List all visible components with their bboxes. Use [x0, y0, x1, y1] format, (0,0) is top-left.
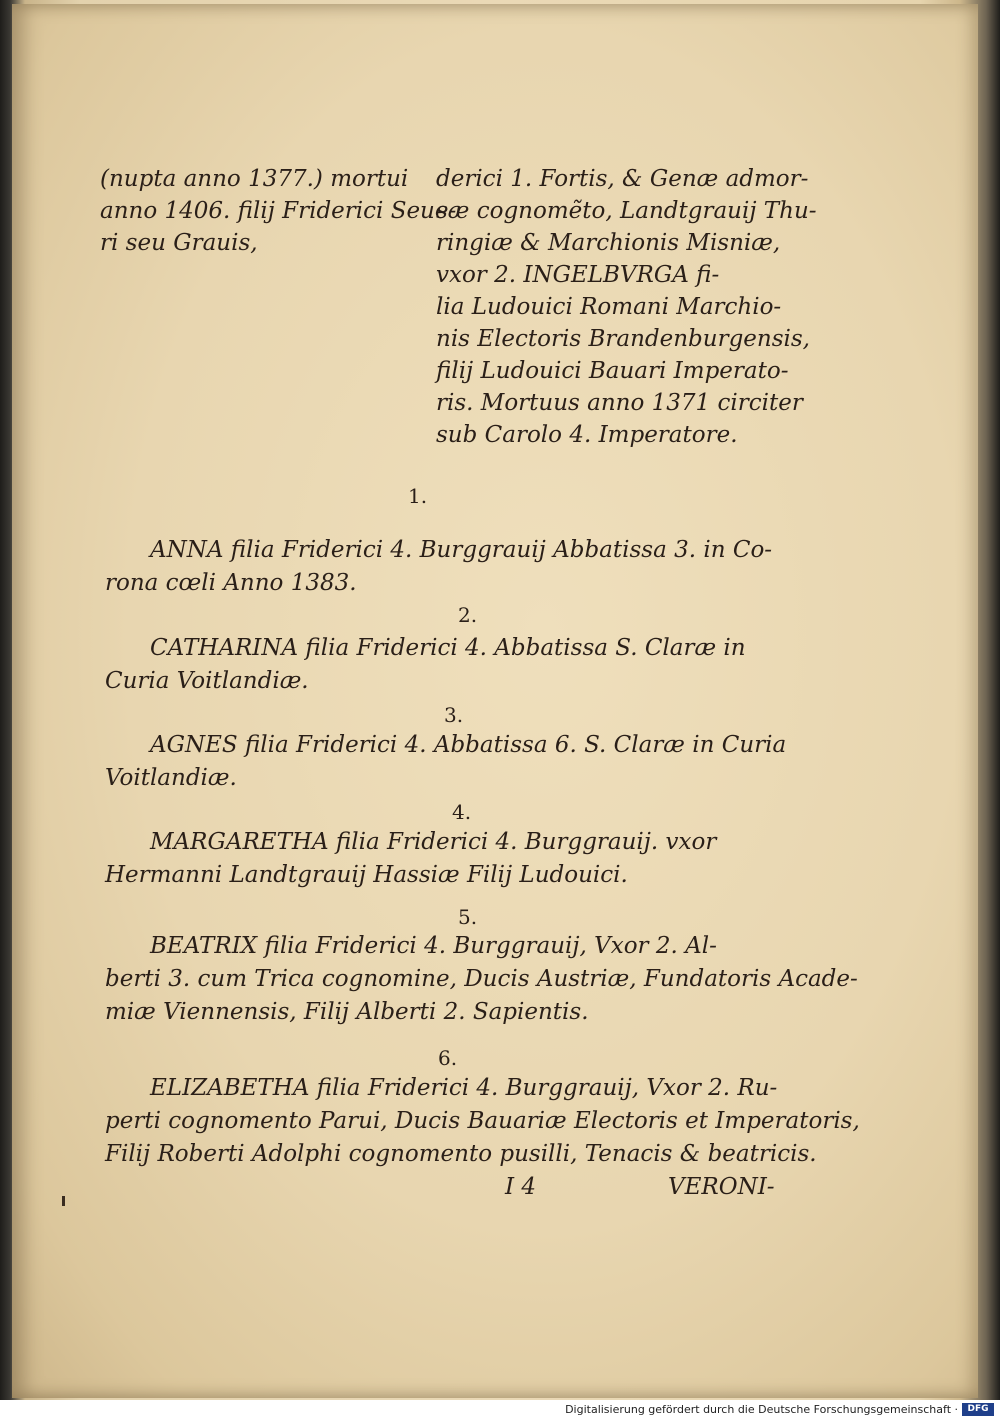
entry-elizabetha: [105, 1072, 860, 1171]
dfg-logo-icon: DFG: [962, 1403, 994, 1416]
right-line: lia Ludouici Romani Marchio-: [436, 294, 782, 320]
entry-number: 1.: [408, 484, 428, 508]
right-line: filij Ludouici Bauari Imperato-: [436, 358, 789, 384]
left-line: (nupta anno 1377.) mortui: [100, 166, 409, 192]
entry-line: Curia Voitlandiæ.: [105, 668, 309, 694]
entry-line: ELIZABETHA filia Friderici 4. Burggrauij, Vxor 2. Ru-: [150, 1075, 778, 1101]
entry-number: 4.: [452, 800, 472, 824]
entry-anna: [105, 534, 795, 600]
entry-line: Filij Roberti Adolphi cognomento pusilli, Tenacis & beatricis.: [105, 1141, 817, 1167]
left-line: ri seu Grauis,: [100, 230, 258, 256]
entry-line: CATHARINA filia Friderici 4. Abbatissa S. Claræ in: [150, 635, 746, 661]
entry-agnes: [105, 729, 795, 795]
catchword: VERONI-: [668, 1174, 775, 1200]
entry-number: 5.: [458, 905, 478, 929]
right-line: ringiæ & Marchionis Misniæ,: [436, 230, 781, 256]
entry-line: berti 3. cum Trica cognomine, Ducis Austriæ, Fundatoris Acade-: [105, 966, 858, 992]
entry-number: 2.: [458, 603, 478, 627]
signature-mark: I 4: [505, 1174, 537, 1200]
right-line: vxor 2. INGELBVRGA fi-: [436, 262, 720, 288]
right-line: ris. Mortuus anno 1371 circiter: [436, 390, 803, 416]
entry-line: MARGARETHA filia Friderici 4. Burggrauij. vxor: [150, 829, 717, 855]
right-column-text: [436, 163, 817, 451]
footer-credit: Digitalisierung gefördert durch die Deutsche Forschungsgemeinschaft ·: [565, 1403, 958, 1416]
entry-line: perti cognomento Parui, Ducis Bauariæ Electoris et Imperatoris,: [105, 1108, 860, 1134]
entry-catharina: [105, 632, 795, 698]
entry-line: BEATRIX filia Friderici 4. Burggrauij, Vxor 2. Al-: [150, 933, 717, 959]
entry-line: miæ Viennensis, Filij Alberti 2. Sapientis.: [105, 999, 589, 1025]
entry-number: 3.: [444, 703, 464, 727]
footer-bar: [0, 1400, 1000, 1420]
right-line: sub Carolo 4. Imperatore.: [436, 422, 738, 448]
right-line: derici 1. Fortis, & Genæ admor-: [436, 166, 809, 192]
ink-speck: [62, 1196, 65, 1206]
entry-number: 6.: [438, 1046, 458, 1070]
left-line: anno 1406. filij Friderici Seue-: [100, 198, 457, 224]
entry-line: Voitlandiæ.: [105, 765, 237, 791]
left-column-text: [100, 163, 456, 259]
entry-line: Hermanni Landtgrauij Hassiæ Filij Ludouici.: [105, 862, 628, 888]
right-line: sæ cognomẽto, Landtgrauij Thu-: [436, 198, 817, 224]
entry-margaretha: [105, 826, 795, 892]
entry-line: ANNA filia Friderici 4. Burggrauij Abbatissa 3. in Co-: [150, 537, 773, 563]
entry-line: AGNES filia Friderici 4. Abbatissa 6. S. Claræ in Curia: [150, 732, 787, 758]
right-line: nis Electoris Brandenburgensis,: [436, 326, 810, 352]
entry-beatrix: [105, 930, 858, 1029]
entry-line: rona cœli Anno 1383.: [105, 570, 357, 596]
